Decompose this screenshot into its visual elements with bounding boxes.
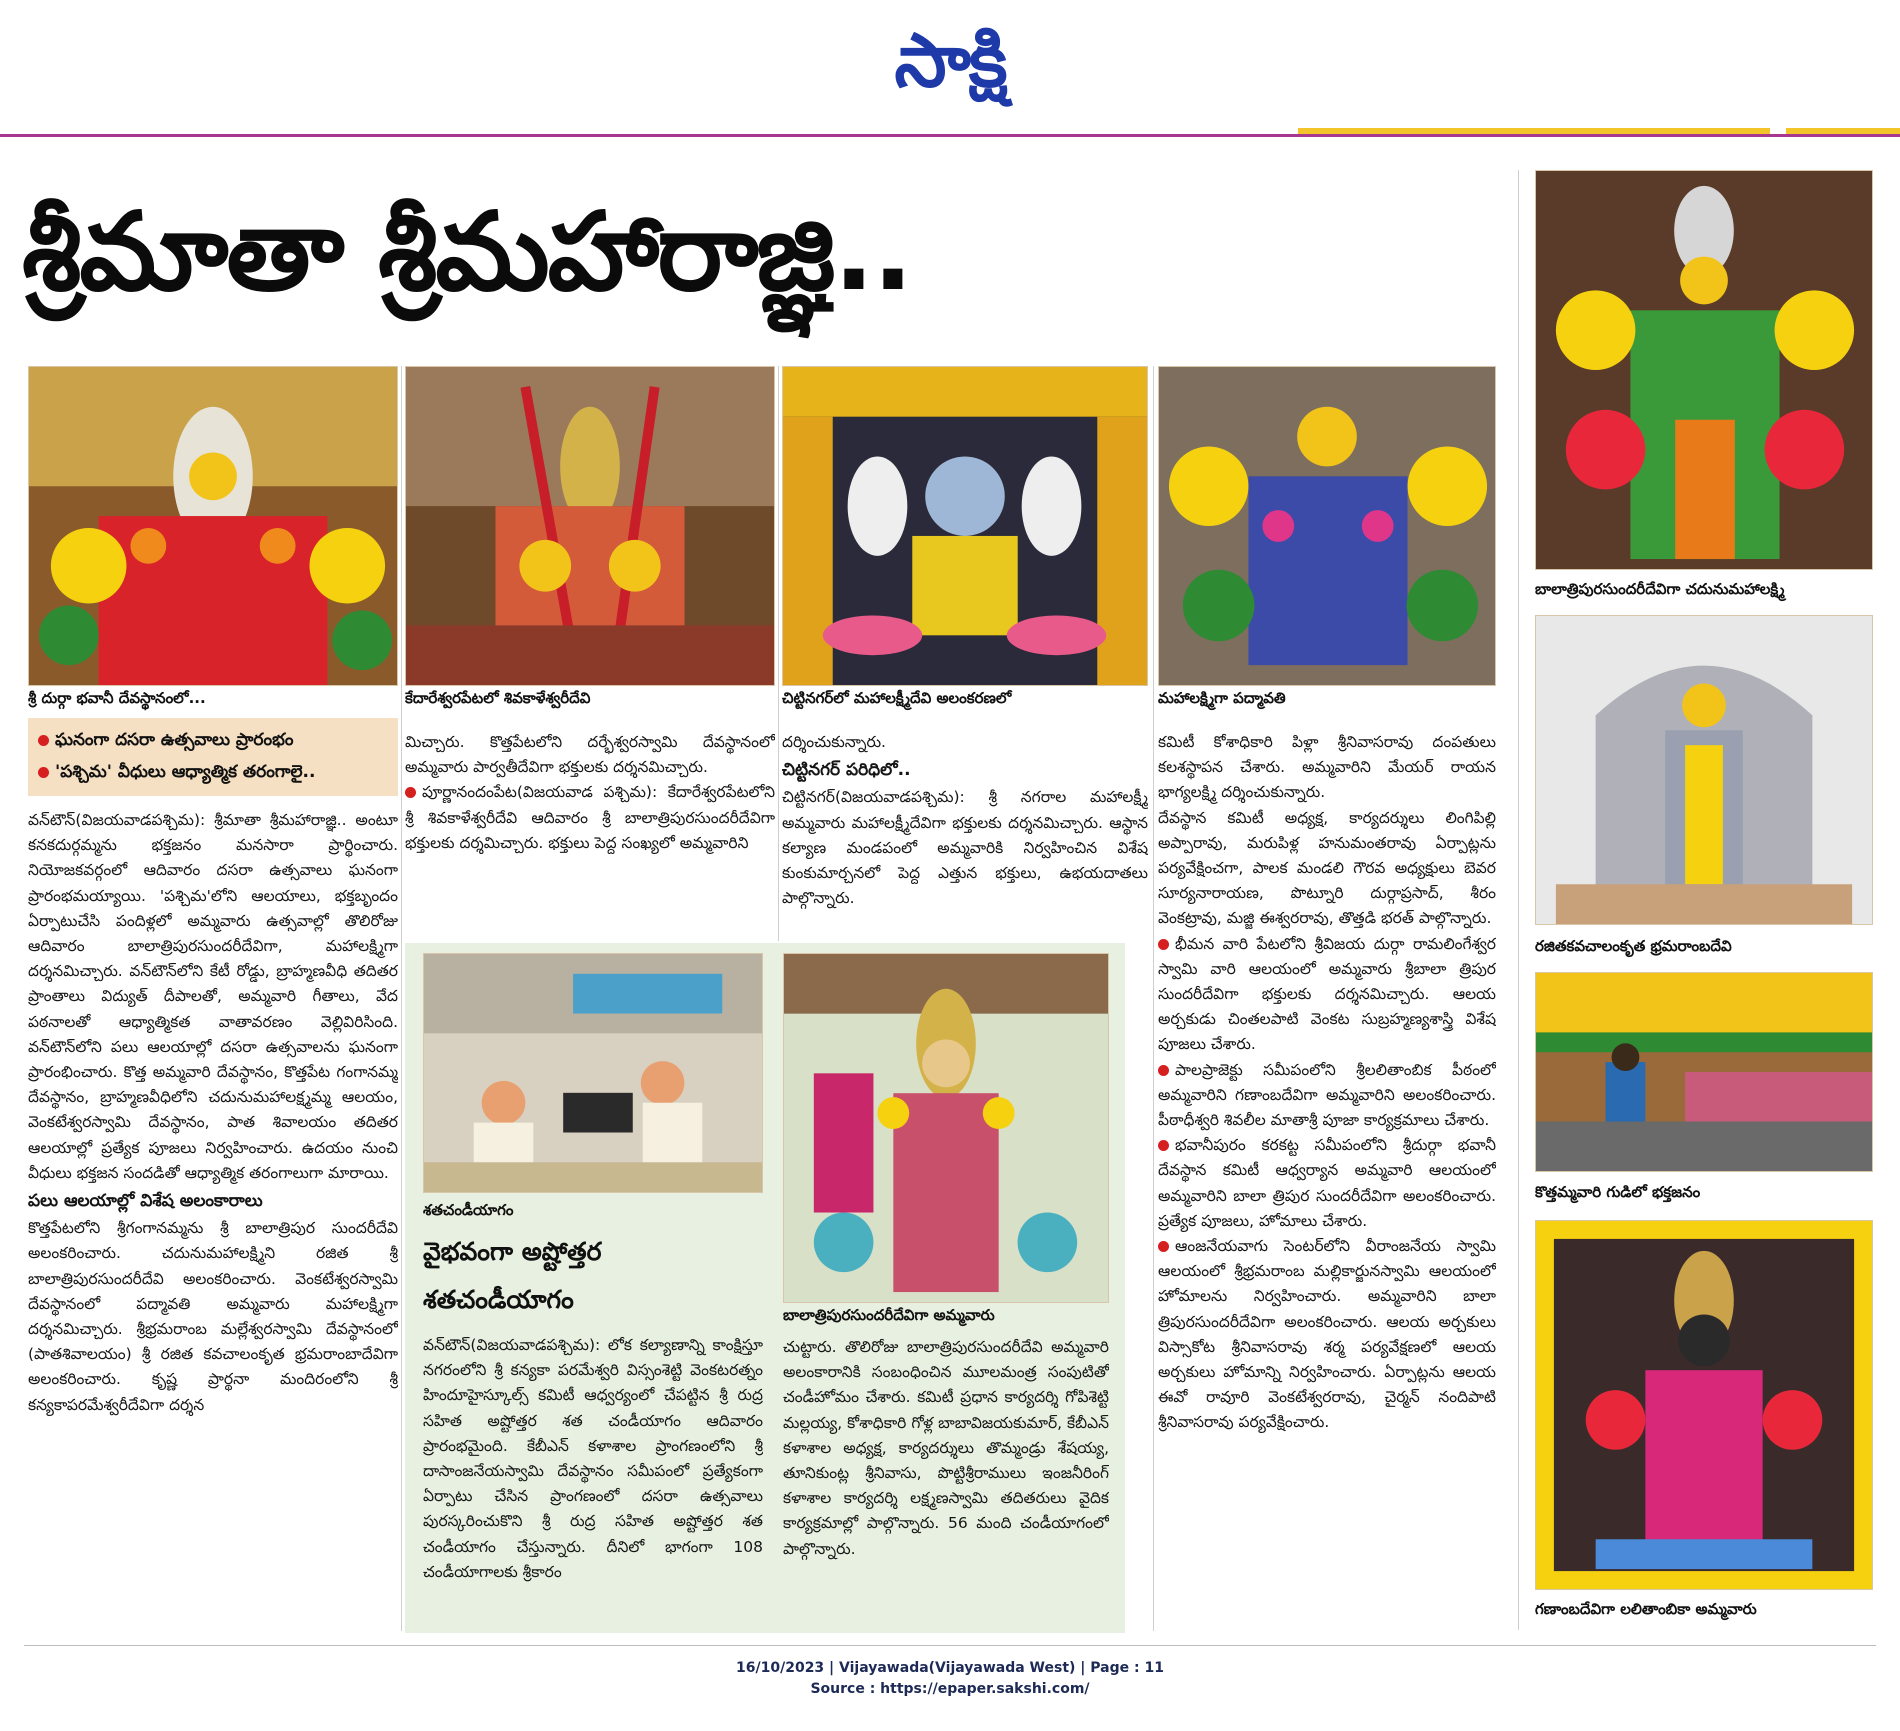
caption-padmavathi: మహాలక్ష్మిగా పద్మావతి — [1158, 689, 1286, 707]
article-paragraph: భవానీపురం కరకట్ట సమీపంలోని శ్రీదుర్గా భవానీ దేవస్థాన కమిటీ ఆధ్వర్యాన అమ్మవారి ఆలయంలో అమ్మవారిని బాలా త్రిపుర సుందరీదేవిగా అలంకరించారు. ప్రత్యేక పూజలు, హోమాలు చేశారు. — [1158, 1136, 1496, 1230]
article-paragraph: వన్‌టౌన్‌(విజయవాడపశ్చిమ): శ్రీమాతా శ్రీమహారాజ్ఞి.. అంటూ కనకదుర్గమ్మను భక్తజనం మనసారా ప్రార్థించారు. నియోజకవర్గంలో ఆదివారం దసరా ఉత్సవాలు ఘనంగా ప్రారంభమయ్యాయి. 'పశ్చిమ'లోని ఆలయాలు, భక్తబృందం ఏర్పాటుచేసి పందిళ్లలో అమ్మవారు ఉత్సవాల్లో తొలిరోజు ఆదివారం బాలాత్రిపురసుందరీదేవిగా, మహాలక్ష్మిగా దర్శనమిచ్చారు. వన్‌టౌన్‌లోని కేటీ రోడ్డు, బ్రాహ్మణవీధి తదితర ప్రాంతాలు విద్యుత్‌ దీపాలతో, అమ్మవారి గీతాలు, వేద పఠనాలతో ఆధ్యాత్మికత వాతావరణం వెల్లివిరిసింది. వన్‌టౌన్‌లోని పలు ఆలయాల్లో దసరా ఉత్సవాలను ఘనంగా ప్రారంభించారు. కొత్త అమ్మవారి దేవస్థానం, కొత్తపేట గంగానమ్మ దేవస్థానం, బ్రాహ్మణవీధిలోని చదునుమహాలక్ష్మమ్మ ఆలయం, వెంకటేశ్వరస్వామి దేవస్థానం, పాత శివాలయం తదితర ఆలయాల్లో ప్రత్యేక పూజలు నిర్వహించారు. ఉదయం నుంచి వీధులు భక్తజన సందడితో ఆధ్యాత్మిక తరంగాలుగా మారాయి. — [28, 811, 398, 1182]
page-headline: శ్రీమాతా శ్రీమహారాజ్ఞి.. — [22, 190, 912, 315]
deity-photo-illustration — [406, 367, 774, 685]
photo-mahalakshmi-chittinagar — [782, 366, 1148, 686]
photo-bala-tripurasundari — [783, 953, 1109, 1303]
footer-rule — [24, 1645, 1876, 1646]
bullet-icon — [1158, 1241, 1169, 1252]
yagam-photo-illustration — [424, 954, 762, 1192]
deity-photo-illustration — [1536, 1221, 1872, 1589]
story-column-1 — [423, 1333, 763, 1628]
article-paragraph: భీమన వారి పేటలోని శ్రీవిజయ దుర్గా రామలింగేశ్వర స్వామి వారి ఆలయంలో అమ్మవారు శ్రీబాలా త్రిపుర సుందరీదేవిగా భక్తులకు దర్శనమిచ్చారు. ఆలయ అర్చకుడు చింతలపాటి వెంకట సుబ్రహ్మణ్యశాస్త్రి విశేష పూజలు చేశారు. — [1158, 934, 1496, 1054]
photo-lalithambika — [1535, 1220, 1873, 1590]
masthead-accent-rule — [1298, 128, 1770, 134]
caption-shatachandiyagam: శతచండీయాగం — [423, 1201, 514, 1219]
article-column-2 — [405, 730, 775, 940]
crowd-photo-illustration — [1536, 973, 1872, 1171]
article-paragraph: చుట్టారు. తొలిరోజు బాలాత్రిపురసుందరీదేవి అమ్మవారి అలంకారానికి సంబంధించిన మూలమంత్ర సంపుటితో చండీహోమం చేశారు. కమిటీ ప్రధాన కార్యదర్శి గోపిశెట్టి మల్లయ్య, కోశాధికారి గోళ్ల బాబావిజయకుమార్‌, కేబీఎన్‌ కళాశాల అధ్యక్ష, కార్యదర్శులు తొమ్మండ్రు శేషయ్య, తూనికుంట్ల శ్రీనివాసు, పొట్టిశ్రీరాములు ఇంజనీరింగ్‌ కళాశాల కార్యదర్శి లక్ష్మణస్వామి తదితరులు వైదిక కార్యక్రమాల్లో పాల్గొన్నారు. 56 మంది చండీయాగంలో పాల్గొన్నారు. — [783, 1338, 1109, 1558]
photo-bhramarambadevi — [1535, 615, 1873, 925]
bullet-icon — [1158, 939, 1169, 950]
photo-padmavathi — [1158, 366, 1496, 686]
article-paragraph: మిచ్చారు. కొత్తపేటలోని దర్భేశ్వరస్వామి దేవస్థానంలో అమ్మవారు పార్వతీదేవిగా భక్తులకు దర్శనమిచ్చారు. — [405, 733, 775, 777]
bullet-icon — [1158, 1140, 1169, 1151]
story-panel-chandiyagam — [405, 943, 1125, 1633]
caption-bhramarambadevi: రజితకవచాలంకృత భ్రమరాంబదేవి — [1535, 937, 1732, 955]
photo-chadunu-mahalakshmi — [1535, 170, 1873, 570]
masthead-rule — [0, 134, 1900, 137]
article-paragraph: దర్శించుకున్నారు. — [782, 733, 886, 751]
deity-photo-illustration — [1159, 367, 1495, 685]
deity-photo-illustration — [29, 367, 397, 685]
photo-durga-bhavani — [28, 366, 398, 686]
caption-kothammavari-gudi: కొత్తమ్మవారి గుడిలో భక్తజనం — [1535, 1183, 1701, 1201]
column-divider — [778, 366, 779, 941]
article-column-4 — [1158, 730, 1496, 1630]
footer-date-edition: 16/10/2023 | Vijayawada(Vijayawada West) | Page : 11 — [736, 1660, 1164, 1676]
column-divider — [1518, 170, 1519, 1630]
highlight-item: ఘనంగా దసరా ఉత్సవాలు ప్రారంభం — [38, 724, 388, 756]
article-paragraph: కమిటీ కోశాధికారి పిళ్లా శ్రీనివాసరావు దంపతులు కలశస్థాపన చేశారు. అమ్మవారిని మేయర్‌ రాయన భాగ్యలక్ష్మి దర్శించుకున్నారు. — [1158, 733, 1496, 802]
deity-photo-illustration — [1536, 616, 1872, 924]
caption-shivakaleswari: కేదారేశ్వరపేటలో శివకాళేశ్వరీదేవి — [405, 689, 591, 707]
deity-photo-illustration — [784, 954, 1108, 1302]
photo-shatachandiyagam — [423, 953, 763, 1193]
column-divider — [1153, 366, 1154, 1631]
bullet-icon — [38, 735, 49, 746]
bullet-icon — [1158, 1065, 1169, 1076]
photo-shivakaleswari — [405, 366, 775, 686]
article-subhead: చిట్టినగర్‌ పరిధిలో.. — [782, 760, 911, 781]
article-paragraph: వన్‌టౌన్‌(విజయవాడపశ్చిమ): లోక కల్యాణాన్ని కాంక్షిస్తూ నగరంలోని శ్రీ కన్యకా పరమేశ్వరి విస్సంశెట్టి వెంకటరత్నం హిందూహైస్కూల్స్‌ కమిటీ ఆధ్వర్యంలో చేపట్టిన శ్రీ రుద్ర సహిత అష్టోత్తర శత చండీయాగం ఆదివారం ప్రారంభమైంది. కేబీఎన్‌ కళాశాల ప్రాంగణంలోని శ్రీ దాసాంజనేయస్వామి దేవస్థానం సమీపంలో ప్రత్యేకంగా ఏర్పాటు చేసిన ప్రాంగణంలో దసరా ఉత్సవాలు పురస్కరించుకొని శ్రీ రుద్ర సహిత అష్టోత్తర శత చండీయాగం చేస్తున్నారు. దీనిలో భాగంగా 108 చండీయాగాలకు శ్రీకారం — [423, 1336, 763, 1581]
article-paragraph: పూర్ణానందంపేట(విజయవాడ పశ్చిమ): కేదారేశ్వరపేటలోని శ్రీ శివకాళేశ్వరీదేవి ఆదివారం శ్రీ బాలాత్రిపురసుందరీదేవిగా భక్తులకు దర్శమిచ్చారు. భక్తులు పెద్ద సంఖ్యలో అమ్మవారిని — [405, 783, 775, 852]
article-paragraph: ఆంజనేయవాగు సెంటర్‌లోని వీరాంజనేయ స్వామి ఆలయంలో శ్రీభ్రమరాంబ మల్లికార్జునస్వామి ఆలయంలో హోమాలను నిర్వహించారు. అమ్మవారిని బాలా త్రిపురసుందరీదేవిగా అలంకరించారు. ఆలయ అర్చకులు విస్సాకోట శ్రీనివాసరావు శర్మ పర్యవేక్షణలో ఆలయ అర్చకులు హోమాన్ని నిర్వహించారు. ఏర్పాట్లను ఆలయ ఈవో రావూరి వెంకటేశ్వరరావు, చైర్మన్‌ నందిపాటి శ్రీనివాసరావు పర్యవేక్షించారు. — [1158, 1237, 1496, 1432]
footer-source-link[interactable]: Source : https://epaper.sakshi.com/ — [810, 1681, 1090, 1697]
masthead-logo: సాక్షి — [894, 18, 1006, 104]
masthead-accent-rule-right — [1786, 128, 1900, 134]
deity-photo-illustration — [783, 367, 1147, 685]
article-paragraph: కొత్తపేటలోని శ్రీగంగానమ్మను శ్రీ బాలాత్రిపుర సుందరీదేవి అలంకరించారు. చదునుమహాలక్ష్మిని రజిత శ్రీ బాలాత్రిపురసుందరీదేవి అలంకరించారు. వెంకటేశ్వరస్వామి దేవస్థానంలో పద్మావతి అమ్మవారు మహాలక్ష్మిగా దర్శనమిచ్చారు. శ్రీభ్రమరాంబ మల్లేశ్వరస్వామి దేవస్థానంలో (పాతశివాలయం) శ్రీ రజిత కవచాలంకృత భ్రమరాంబాదేవిగా అలంకరించారు. కృష్ణ ప్రార్థనా మందిరంలోని శ్రీ కన్యకాపరమేశ్వరీదేవిగా దర్శన — [28, 1219, 398, 1414]
article-paragraph: చిట్టినగర్‌(విజయవాడపశ్చిమ): శ్రీ నగరాల మహాలక్ష్మీ అమ్మవారు మహాలక్ష్మీదేవిగా భక్తులకు దర్శనమిచ్చారు. ఆస్థాన కల్యాణ మండపంలో అమ్మవారికి నిర్వహించిన విశేష కుంకుమార్చనలో పెద్ద ఎత్తున భక్తులు, ఉభయదాతలు పాల్గొన్నారు. — [782, 788, 1148, 908]
article-column-3 — [782, 730, 1148, 940]
article-paragraph: దేవస్థాన కమిటీ అధ్యక్ష, కార్యదర్శులు లింగిపిల్లి అప్పారావు, మరుపిళ్ల హనుమంతరావు ఏర్పాట్లను పర్యవేక్షించగా, పాలక మండలి గౌరవ అధ్యక్షులు బెవర సూర్యనారాయణ, పొట్నూరి దుర్గాప్రసాద్‌, శీరం వెంకట్రావు, మజ్జి ఈశ్వరరావు, తొత్తడి భరత్‌ పాల్గొన్నారు. — [1158, 808, 1496, 928]
article-paragraph: పాలప్రాజెక్టు సమీపంలోని శ్రీలలితాంబిక పీఠంలో అమ్మవారిని గణాంబదేవిగా అమ్మవారిని అలంకరించారు. పీఠాధీశ్వరి శివలీల మాతాశ్రీ పూజా కార్యక్రమాలు చేశారు. — [1158, 1060, 1496, 1130]
bullet-icon — [38, 767, 49, 778]
column-divider — [401, 366, 402, 1631]
highlights-box — [28, 718, 398, 796]
article-column-1 — [28, 808, 398, 1628]
story-headline: వైభవంగా అష్టోత్తర శతచండీయాగం — [423, 1237, 602, 1314]
photo-kothammavari-gudi — [1535, 972, 1873, 1172]
caption-lalithambika: గణాంబదేవిగా లలితాంబికా అమ్మవారు — [1535, 1600, 1757, 1618]
article-subhead: పలు ఆలయాల్లో విశేష అలంకారాలు — [28, 1191, 263, 1212]
caption-chadunu-mahalakshmi: బాలాత్రిపురసుందరీదేవిగా చదునుమహాలక్ష్మి — [1535, 580, 1785, 598]
bullet-icon — [405, 787, 416, 798]
caption-mahalakshmi-chittinagar: చిట్టినగర్‌లో మహాలక్ష్మీదేవి అలంకరణలో — [782, 689, 1012, 707]
caption-bala-tripurasundari: బాలాత్రిపురసుందరీదేవిగా అమ్మవారు — [783, 1306, 995, 1324]
caption-durga-bhavani: శ్రీ దుర్గా భవానీ దేవస్థానంలో... — [28, 689, 206, 707]
highlight-item: 'పశ్చిమ' వీధులు ఆధ్యాత్మిక తరంగాలై.. — [38, 756, 388, 788]
deity-photo-illustration — [1536, 171, 1872, 569]
story-column-2 — [783, 1335, 1109, 1628]
